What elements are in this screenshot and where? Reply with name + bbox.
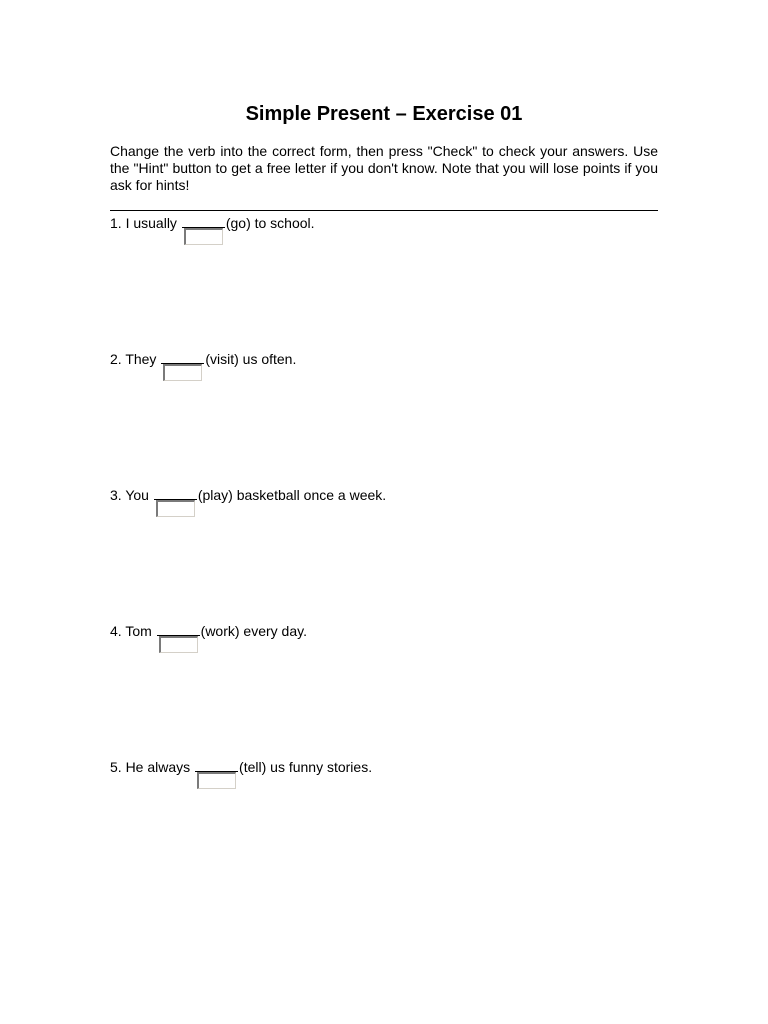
question-5-answer-input[interactable] [197,772,236,789]
question-4-prefix: 4. Tom [110,623,152,639]
question-2-blank [161,349,204,364]
page-title: Simple Present – Exercise 01 [245,103,523,125]
question-3-blank [154,485,197,500]
question-3-prefix: 3. You [110,487,149,503]
question-3 [110,485,386,504]
question-1-blank [182,213,225,228]
question-3-answer-input[interactable] [156,500,195,517]
instructions-text: Change the verb into the correct form, then press "Check" to check your answers. Use the "Hint" button to get a free letter if you don't know. Note that you will lose points if you ask for hints! [110,143,658,193]
question-3-suffix: (play) basketball once a week. [197,487,387,503]
divider [110,210,658,211]
question-1-answer-input[interactable] [184,228,223,245]
question-2 [110,349,296,368]
question-4-blank [157,621,200,636]
question-4-suffix: (work) every day. [200,623,307,639]
question-4-answer-input[interactable] [159,636,198,653]
question-2-suffix: (visit) us often. [205,351,297,367]
question-1-prefix: 1. I usually [110,215,177,231]
question-5-prefix: 5. He always [110,759,191,775]
question-5-suffix: (tell) us funny stories. [239,759,373,775]
question-2-answer-input[interactable] [163,364,202,381]
question-5 [110,757,372,776]
question-4 [110,621,307,640]
question-5-blank [195,757,238,772]
question-2-prefix: 2. They [110,351,157,367]
question-1-suffix: (go) to school. [225,215,315,231]
question-1 [110,213,315,232]
